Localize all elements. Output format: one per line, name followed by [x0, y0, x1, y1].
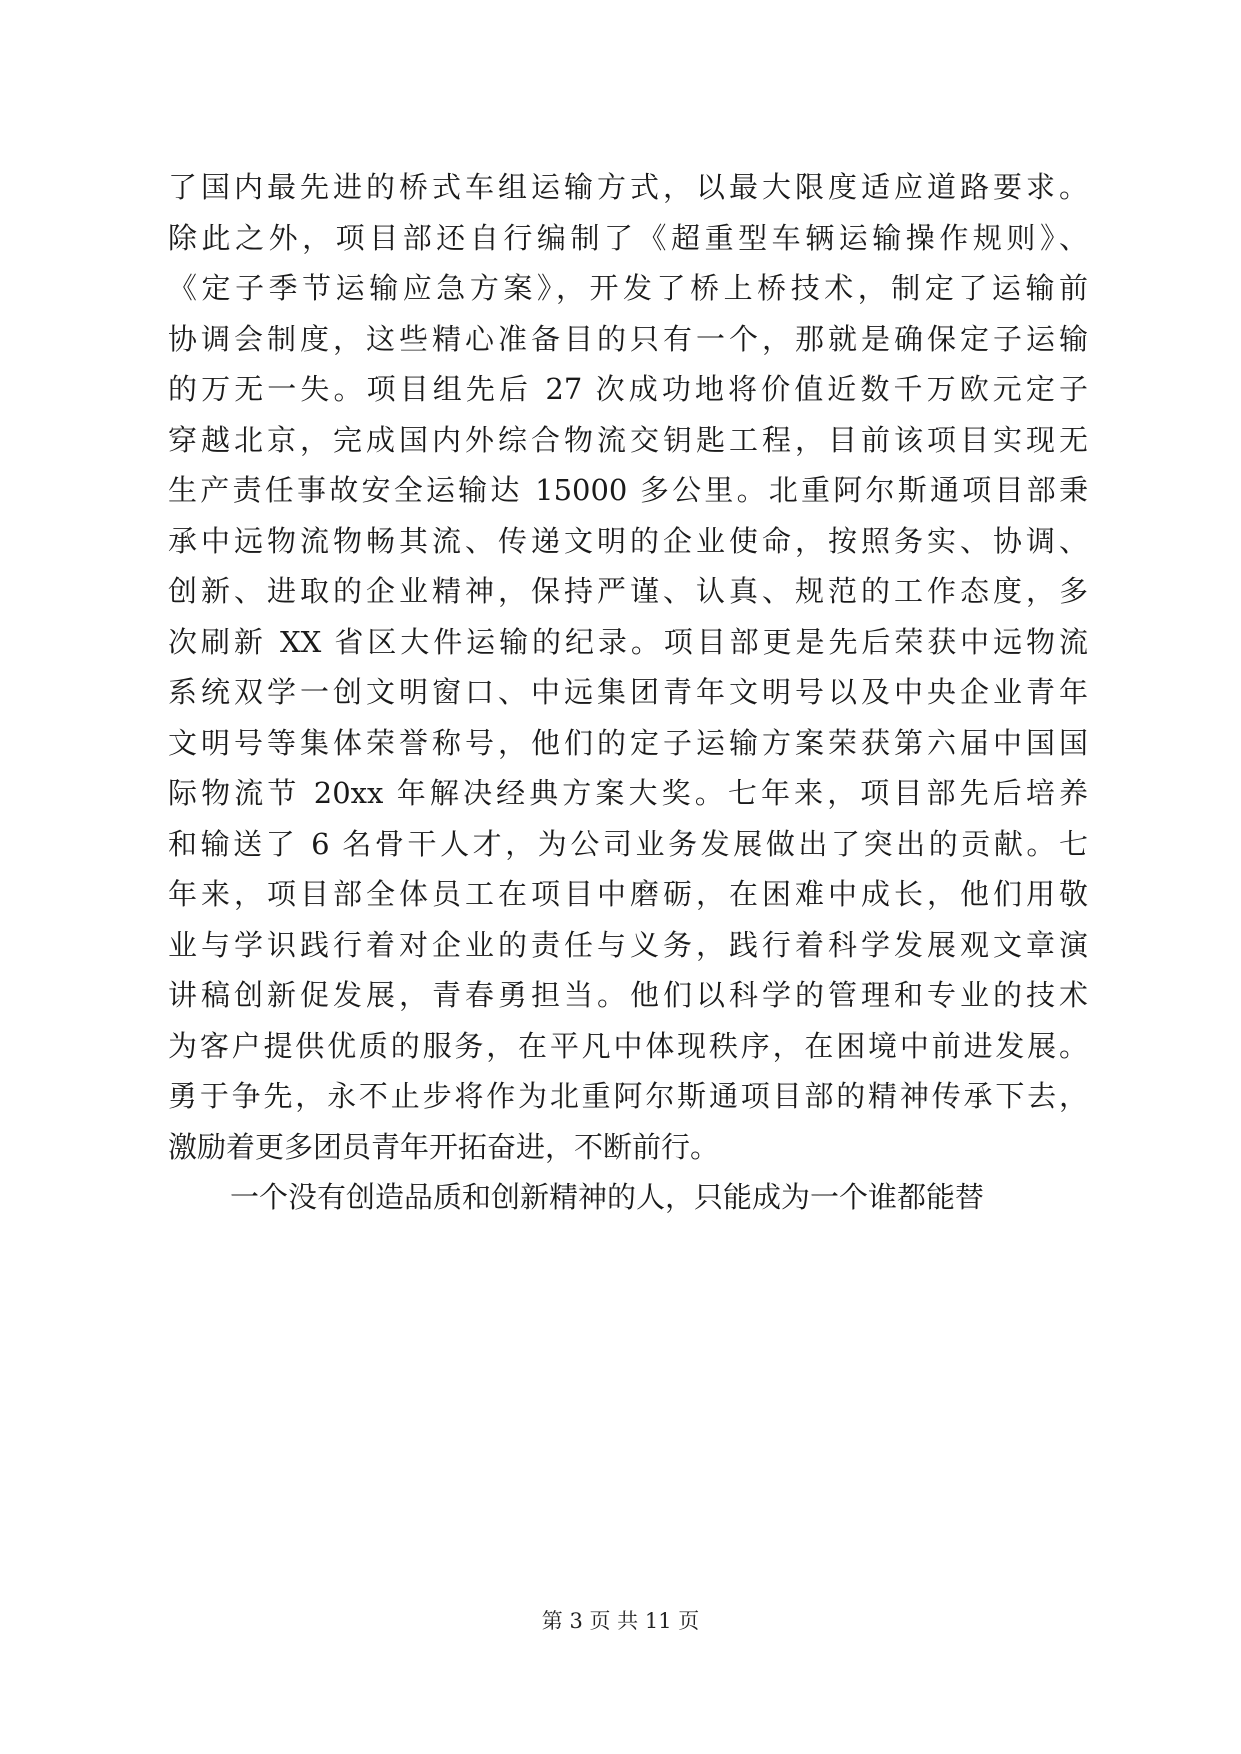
text-line: 一个没有创造品质和创新精神的人，只能成为一个谁都能替 — [230, 1180, 985, 1214]
text-line: 《定子季节运输应急方案》，开发了桥上桥技术，制定了运输前 — [168, 271, 1088, 305]
text-line: 穿越北京，完成国内外综合物流交钥匙工程，目前该项目实现无 — [168, 422, 1088, 457]
text-line: 的万无一失。项目组先后 27 次成功地将价值近数千万欧元定子 — [168, 372, 1088, 406]
text-line: 为客户提供优质的服务，在平凡中体现秩序，在困境中前进发展。 — [168, 1028, 1088, 1063]
text-line: 创新、进取的企业精神，保持严谨、认真、规范的工作态度，多 — [168, 574, 1088, 608]
text-line: 除此之外，项目部还自行编制了《超重型车辆运输操作规则》、 — [168, 220, 1088, 255]
text-line: 次刷新 XX 省区大件运输的纪录。项目部更是先后荣获中远物流 — [168, 624, 1088, 659]
text-line: 生产责任事故安全运输达 15000 多公里。北重阿尔斯通项目部秉 — [168, 473, 1088, 507]
text-line: 际物流节 20xx 年解决经典方案大奖。七年来，项目部先后培养 — [168, 776, 1088, 810]
text-line: 协调会制度，这些精心准备目的只有一个，那就是确保定子运输 — [168, 321, 1088, 356]
text-line: 讲稿创新促发展，青春勇担当。他们以科学的管理和专业的技术 — [168, 978, 1088, 1012]
body-text — [168, 162, 1088, 1223]
page-number-footer: 第 3 页 共 11 页 — [541, 1609, 700, 1633]
text-line: 年来，项目部全体员工在项目中磨砺，在困难中成长，他们用敬 — [168, 877, 1088, 911]
text-line: 和输送了 6 名骨干人才，为公司业务发展做出了突出的贡献。七 — [168, 826, 1088, 861]
text-line: 激励着更多团员青年开拓奋进，不断前行。 — [168, 1129, 720, 1164]
text-line: 系统双学一创文明窗口、中远集团青年文明号以及中央企业青年 — [168, 675, 1088, 709]
text-line: 文明号等集体荣誉称号，他们的定子运输方案荣获第六届中国国 — [168, 725, 1088, 760]
text-line: 了国内最先进的桥式车组运输方式，以最大限度适应道路要求。 — [168, 170, 1088, 204]
text-line: 勇于争先，永不止步将作为北重阿尔斯通项目部的精神传承下去， — [168, 1079, 1088, 1113]
text-line: 承中远物流物畅其流、传递文明的企业使命，按照务实、协调、 — [168, 523, 1088, 558]
text-line: 业与学识践行着对企业的责任与义务，践行着科学发展观文章演 — [168, 927, 1088, 962]
